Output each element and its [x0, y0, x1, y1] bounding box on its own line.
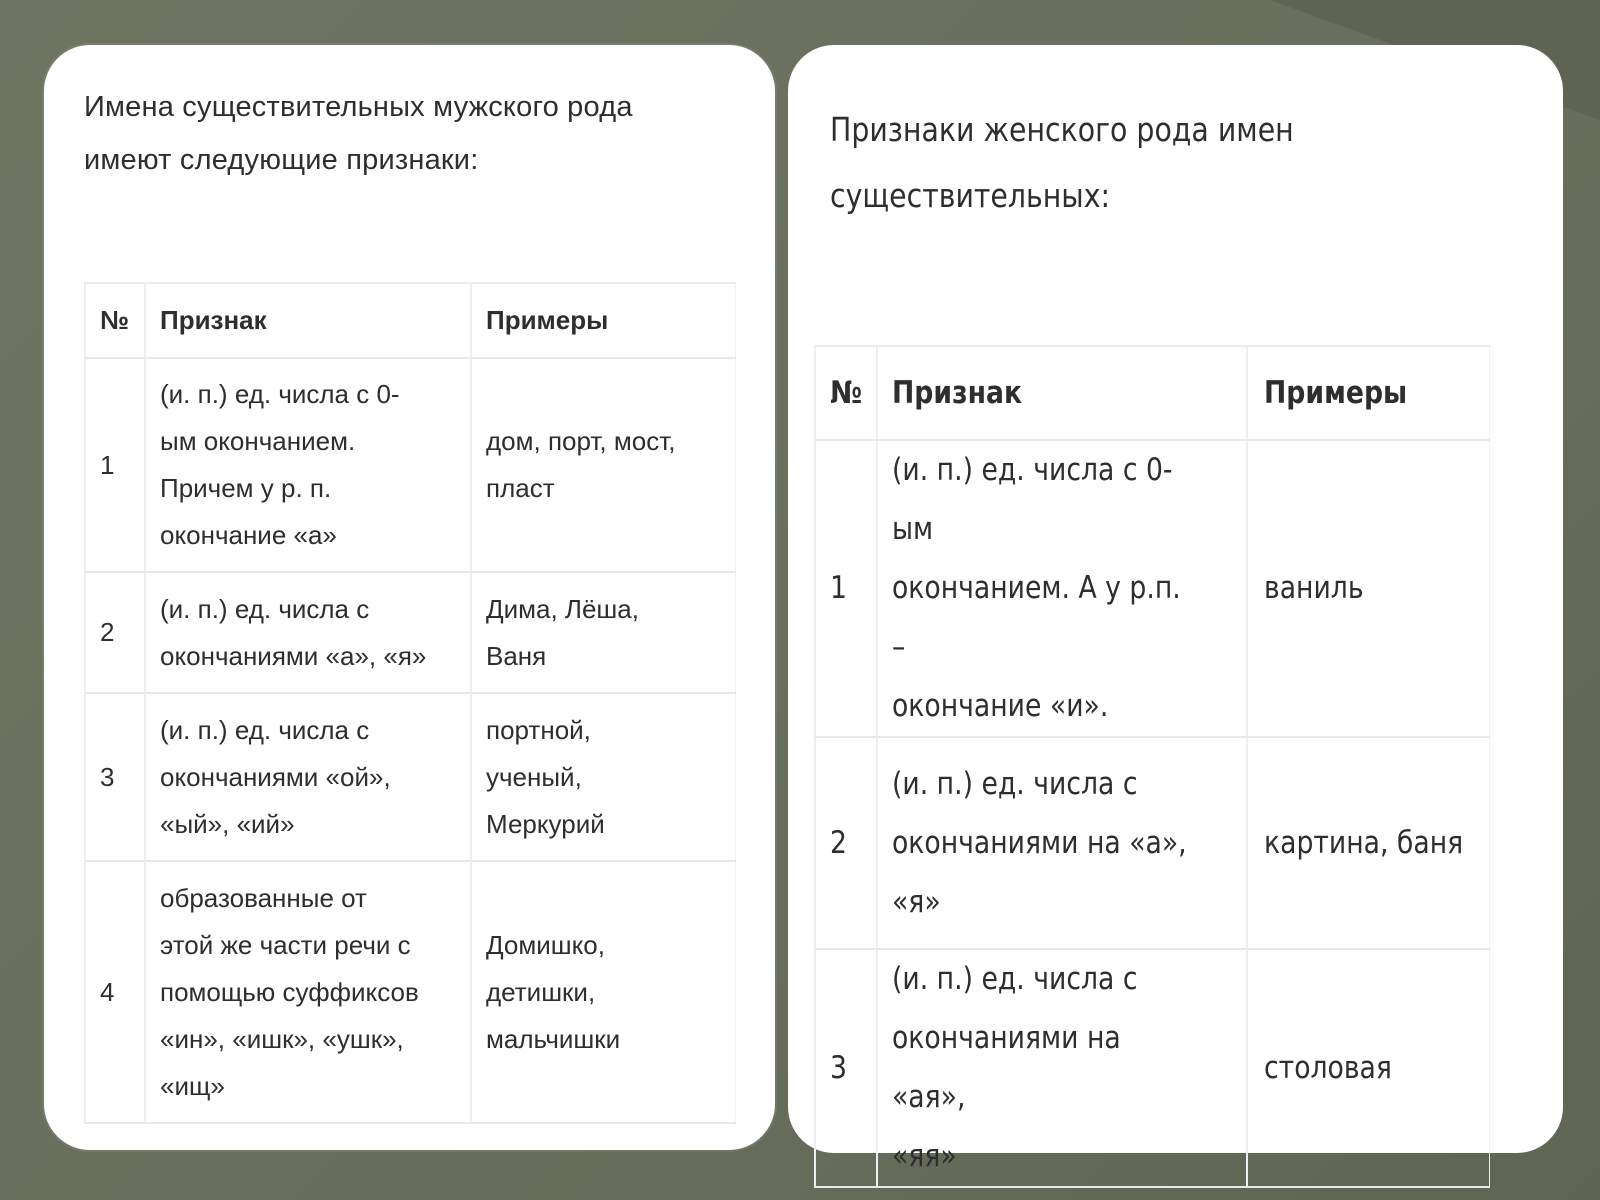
header-number: №: [815, 346, 877, 440]
masculine-intro-text: Имена существительных мужского рода имеют следующие признаки:: [84, 91, 633, 176]
row-number: 4: [85, 861, 145, 1123]
table-row: [85, 693, 736, 861]
row-examples: портной, ученый, Меркурий: [471, 693, 736, 861]
row-number: 3: [85, 693, 145, 861]
row-number: 3: [815, 949, 877, 1187]
row-number: 2: [815, 737, 877, 949]
row-sign: (и. п.) ед. числа с 0-ым окончанием. А у р.п. – окончание «и».: [877, 440, 1247, 737]
row-examples: ваниль: [1247, 440, 1490, 737]
row-sign: (и. п.) ед. числа с окончаниями на «ая», «яя»: [877, 949, 1247, 1187]
row-sign: (и. п.) ед. числа с 0- ым окончанием. Причем у р. п. окончание «а»: [145, 358, 471, 572]
header-sign: Признак: [145, 283, 471, 358]
row-examples: столовая: [1247, 949, 1490, 1187]
row-examples: картина, баня: [1247, 737, 1490, 949]
header-examples: Примеры: [471, 283, 736, 358]
header-sign: Признак: [877, 346, 1247, 440]
feminine-signs-table: [814, 345, 1490, 1188]
header-number: №: [85, 283, 145, 358]
table-header-row: [815, 346, 1490, 440]
masculine-signs-table: [84, 282, 736, 1124]
header-examples: Примеры: [1247, 346, 1490, 440]
table-row: [815, 737, 1490, 949]
row-number: 2: [85, 572, 145, 693]
row-sign: (и. п.) ед. числа с окончаниями на «а», «я»: [877, 737, 1247, 949]
row-sign: (и. п.) ед. числа с окончаниями «а», «я»: [145, 572, 471, 693]
masculine-nouns-card: [44, 45, 775, 1150]
table-row: [85, 572, 736, 693]
table-header-row: [85, 283, 736, 358]
row-sign: образованные от этой же части речи с помощью суффиксов «ин», «ишк», «ушк», «ищ»: [145, 861, 471, 1123]
table-row: [85, 358, 736, 572]
row-examples: дом, порт, мост, пласт: [471, 358, 736, 572]
feminine-intro-text: Признаки женского рода имен существительных:: [830, 110, 1294, 215]
table-row: [85, 861, 736, 1123]
row-examples: Домишко, детишки, мальчишки: [471, 861, 736, 1123]
row-sign: (и. п.) ед. числа с окончаниями «ой», «ый», «ий»: [145, 693, 471, 861]
row-number: 1: [85, 358, 145, 572]
row-number: 1: [815, 440, 877, 737]
feminine-nouns-card: [788, 45, 1563, 1174]
row-examples: Дима, Лёша, Ваня: [471, 572, 736, 693]
table-row: [815, 440, 1490, 737]
table-row: [815, 949, 1490, 1187]
